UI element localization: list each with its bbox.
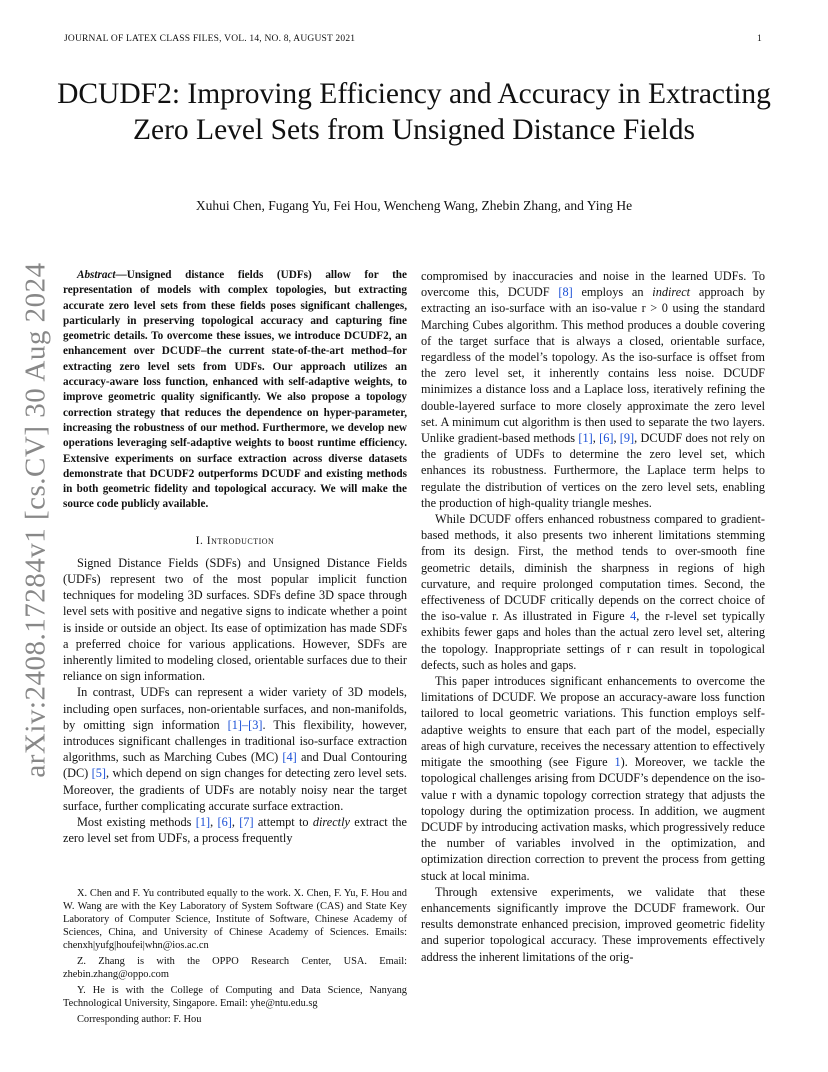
paper-title: DCUDF2: Improving Efficiency and Accuracy in Extracting Zero Level Sets from Unsigned Distance Fields (57, 78, 771, 146)
text-run: , DCUDF does not rely on the gradients of UDFs to determine the zero level set, which enhances its robustness. Furthermore, the Laplace term helps to regulate the distribution of vertices on the zero level sets, enabling the production of high-quality triangle meshes. (421, 431, 765, 510)
text-run: , (592, 431, 600, 446)
figure-link[interactable]: 4 (630, 609, 637, 624)
text-run: Most existing methods (77, 815, 196, 829)
right-column (421, 268, 765, 965)
intro-paragraph-4 (421, 268, 765, 511)
text-run: This paper introduces significant enhancements to overcome the limitations of DCUDF. We propose an accuracy-aware loss function tailored to local geometric variations. This function employs self-adaptive weights to ensure that each part of the model, especially areas of high curvature, receives the necessary attention to effectively mitigate the smoothing (see Figure (421, 674, 765, 770)
intro-paragraph-7: Through extensive experiments, we validate that these enhancements significantly improve the DCUDF framework. Our results demonstrate enhanced precision, improved geometric fidelity and superior topological accuracy. These improvements effectively address the inherent limitations of the orig- (421, 884, 765, 964)
text-run: employs an (572, 285, 653, 300)
citation-link[interactable]: [6] (217, 815, 232, 829)
figure-link[interactable]: 1 (614, 755, 621, 770)
intro-paragraph-6 (421, 673, 765, 884)
citation-link[interactable]: [1] (578, 431, 593, 446)
emphasis: indirect (652, 285, 691, 300)
text-run: , (210, 815, 218, 829)
emphasis: directly (312, 815, 350, 829)
citation-link[interactable]: [7] (239, 815, 254, 829)
citation-link[interactable]: [6] (599, 431, 614, 446)
citation-link[interactable]: [5] (91, 766, 107, 781)
intro-paragraph-3 (63, 814, 407, 846)
text-run: , the r-level set typically exhibits fewer gaps and holes than the actual zero level set, altering the topology. Inappropriate settings of r can result in topological defects, such as holes and gaps. (421, 609, 765, 672)
text-run: extract the zero level set from UDFs, a process frequently (63, 815, 408, 846)
citation-link[interactable]: [1]–[3] (227, 717, 263, 732)
text-run: and Dual Contouring (DC) (63, 750, 407, 781)
intro-paragraph-2 (63, 684, 407, 814)
text-run: , (231, 815, 240, 829)
citation-link[interactable]: [8] (558, 285, 573, 300)
text-run: attempt to (253, 815, 313, 829)
section-heading (63, 535, 407, 547)
footnote-corresponding: Corresponding author: F. Hou (77, 1014, 202, 1025)
running-header: JOURNAL OF LATEX CLASS FILES, VOL. 14, NO. 8, AUGUST 2021 (64, 34, 356, 44)
citation-link[interactable]: [4] (282, 750, 297, 765)
abstract-lead: Abstract (77, 269, 116, 281)
section-number: I. (195, 534, 204, 547)
text-run: , (613, 431, 620, 446)
author-list: Xuhui Chen, Fugang Yu, Fei Hou, Wencheng Wang, Zhebin Zhang, and Ying He (195, 198, 633, 213)
arxiv-watermark: arXiv:2408.17284v1 [cs.CV] 30 Aug 2024 (19, 262, 52, 778)
text-run: approach by extracting an iso-surface with an iso-value r > 0 using the standard Marching Cubes algorithm. This method produces a double covering of the target surface that is always a closed, orientable surface, regardless of the model’s topology. As the iso-surface is offset from the zero level set, it inherently contains less noise. DCUDF minimizes a distance loss and a Laplace loss, iteratively refining the double-layered surface to more closely approximate the zero level set. A minimum cut algorithm is then used to separate the two layers. Unlike gradient-based methods (421, 285, 766, 446)
text-run: While DCUDF offers enhanced robustness compared to gradient-based methods, it also presents two inherent limitations stemming from its design. First, the method tends to over-smooth fine geometric details, diminish the sharpness in regions of high curvature, and require prolonged computation times. Second, the effectiveness of DCUDF critically depends on the correct choice of the iso-value r. As illustrated in Figure (421, 512, 765, 624)
intro-paragraph-5 (421, 511, 765, 673)
citation-link[interactable]: [1] (195, 815, 211, 829)
text-run: In contrast, UDFs can represent a wider variety of 3D models, including open surfaces, non-orientable surfaces, and non-manifolds, by omitting sign information (63, 685, 407, 732)
citation-link[interactable]: [9] (619, 431, 635, 446)
intro-paragraph-1: Signed Distance Fields (SDFs) and Unsigned Distance Fields (UDFs) represent two of the most popular implicit function techniques for modeling 3D surfaces. SDFs define 3D space through level sets with positive and negative signs to indicate whether a point is inside or outside an object. Its ease of optimization has made SDFs a preferred choice for various applications. However, SDFs are inherently limited to modeling closed, orientable surfaces due to their reliance on sign information. (63, 555, 407, 684)
abstract-text: —Unsigned distance fields (UDFs) allow for the representation of models with complex topologies, but extracting accurate zero level sets from these fields poses significant challenges, particularly in preserving topological accuracy and capturing fine geometric details. To overcome these issues, we introduce DCUDF2, an enhancement over DCUDF–the current state-of-the-art method–for extracting zero level sets from UDFs. Our approach utilizes an accuracy-aware loss function, enhanced with self-adaptive weights, to improve geometric quality significantly. We also propose a topology correction strategy that reduces the dependence on hyper-parameter, increasing the robustness of our method. Furthermore, we develop new operations leveraging self-adaptive weights to boost runtime efficiency. Extensive experiments on surface extraction across diverse datasets demonstrate that DCUDF2 outperforms DCUDF and existing methods in both geometric fidelity and topological accuracy. We will make the source code publicly available. (63, 269, 407, 511)
left-column (63, 268, 407, 846)
footnote-he: Y. He is with the College of Computing and Data Science, Nanyang Technological University, Singapore. Email: yhe@ntu.edu.sg (63, 985, 407, 1009)
abstract (63, 268, 407, 513)
page-number: 1 (757, 34, 762, 44)
footnote-zhang: Z. Zhang is with the OPPO Research Center, USA. Email: zhebin.zhang@oppo.com (63, 956, 407, 980)
text-run: , which depend on sign changes for detecting zero level sets. Moreover, the gradients of UDFs are notably noisy near the target surface, further complicating accurate surface extraction. (63, 766, 407, 813)
text-run: ). Moreover, we tackle the topological challenges arising from DCUDF’s dependence on the iso-value r with a dynamic topology correction strategy that adjusts the topology during the optimization process. In addition, we augment DCUDF by introducing activation masks, which progressively reduce the number of variables involved in the optimization, and optimization direction correction to prevent the process from getting stuck at local minima. (421, 755, 765, 883)
text-run: . This flexibility, however, introduces significant challenges in traditional iso-surface extraction algorithms, such as Marching Cubes (MC) (63, 717, 407, 765)
footnote-affiliations: X. Chen and F. Yu contributed equally to the work. X. Chen, F. Yu, F. Hou and W. Wang are with the Key Laboratory of System Software (CAS) and State Key Laboratory of Computer Science, Institute of Software, Chinese Academy of Sciences, China, and University of Chinese Academy of Sciences. Emails: chenxh|yufg|houfei|whn@ios.ac.cn (63, 888, 407, 951)
footnotes (63, 887, 407, 1029)
section-title: Introduction (206, 534, 275, 547)
text-run: compromised by inaccuracies and noise in the learned UDFs. To overcome this, DCUDF (421, 269, 765, 300)
